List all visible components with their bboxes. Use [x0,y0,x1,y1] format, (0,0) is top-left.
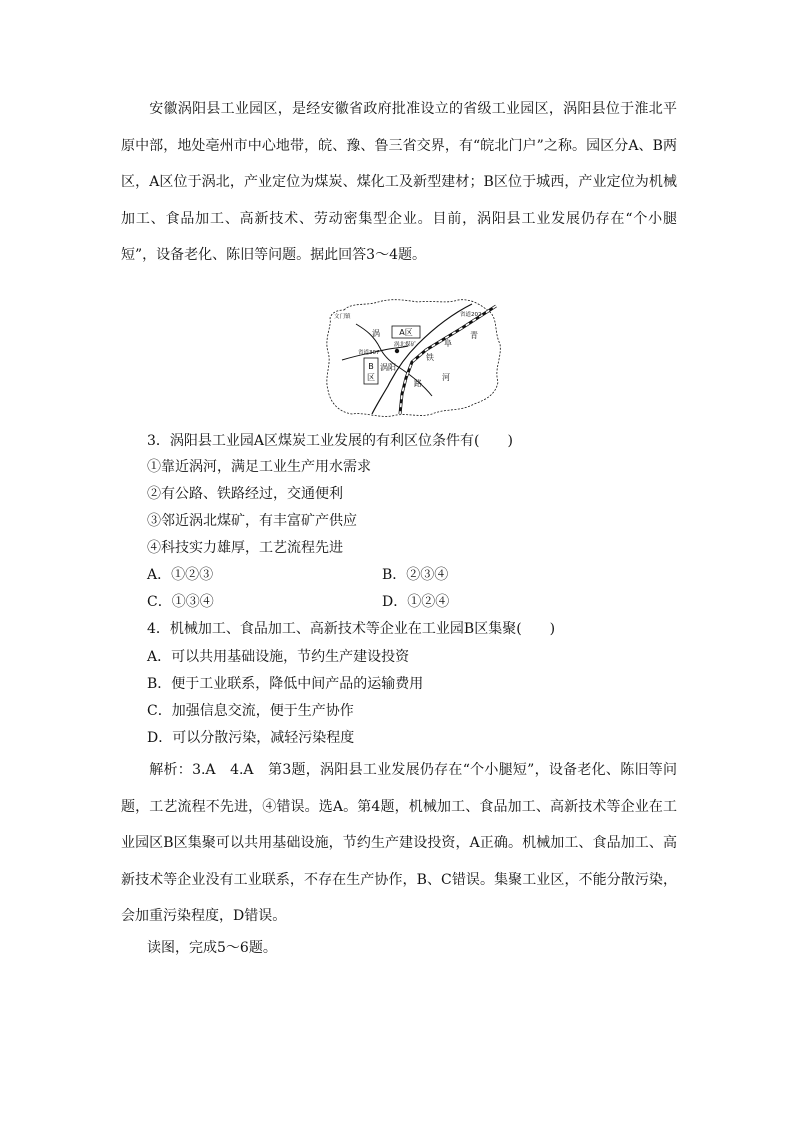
q4-option-b: B．便于工业联系，降低中间产品的运输费用 [147,676,424,692]
map-label-he: 河 [442,373,450,382]
map-label-qing: 青 [470,331,478,340]
analysis-text: 解析：3.A 4.A 第3题，涡阳县工业发展仍存在“个小腿短”，设备老化、陈旧等问题，工艺流程不先进，④错误。选A。第4题，机械加工、食品加工、高新技术等企业在工业园区B区集聚可以共用基础设施，节约生产建设投资，A正确。机械加工、食品加工、高新技术等企业没有工业联系，不存在生产协作，B、C错误。集聚工业区，不能分散污染，会加重污染程度，D错误。 [121,762,677,924]
q4-option-a: A．可以共用基础设施，节约生产建设投资 [147,649,410,665]
q3-option-b: B．②③④ [382,567,449,583]
q3-statement-3: ③邻近涡北煤矿，有丰富矿产供应 [147,513,357,529]
next-instruction: 读图，完成5～6题。 [147,940,277,956]
q3-statement-4: ④科技实力雄厚，工艺流程先进 [147,540,343,556]
location-map [322,296,502,418]
map-label-road202: 省道202 [460,312,482,318]
intro-text: 安徽涡阳县工业园区，是经安徽省政府批准设立的省级工业园区，涡阳县位于淮北平原中部，地处亳州市中心地带，皖、豫、鲁三省交界，有“皖北门户”之称。园区分A、B两区，A区位于涡北，产业定位为煤炭、煤化工及新型建材；B区位于城西，产业定位为机械加工、食品加工、高新技术、劳动密集型企业。目前，涡阳县工业发展仍存在“个小腿短”，设备老化、陈旧等问题。据此回答3～4题。 [121,101,677,263]
q4-stem: 4．机械加工、食品加工、高新技术等企业在工业园B区集聚( ) [147,621,556,637]
q4-option-c: C．加强信息交流，便于生产协作 [147,703,354,719]
map-label-tie: 铁 [426,353,434,362]
map-label-wo: 涡 [372,329,380,338]
q3-option-a: A．①②③ [147,567,214,583]
mine-marker [395,349,399,353]
intro-paragraph [121,91,677,274]
q3-option-c: C．①③④ [147,594,214,610]
map-label-road307: 省道307 [358,350,380,356]
zone-b-label: B [368,362,374,371]
zone-a-label: A区 [399,328,413,337]
zone-b-label-2: 区 [367,373,375,382]
q3-option-d: D．①②④ [382,594,450,610]
q4-option-d: D．可以分散污染，减轻污染程度 [147,730,355,746]
map-label-wenmen: 文门镇 [334,314,351,320]
q3-statement-2: ②有公路、铁路经过，交通便利 [147,486,343,502]
q3-stem: 3．涡阳县工业园A区煤炭工业发展的有利区位条件有( ) [147,433,513,449]
map-svg [322,296,502,418]
map-label-fu: 阜 [444,339,452,348]
q3-statement-1: ①靠近涡河，满足工业生产用水需求 [147,459,371,475]
map-label-guoyang: 涡阳 [380,363,396,372]
map-label-mine: 涡北煤矿 [394,342,417,348]
map-label-lu: 路 [414,379,422,388]
analysis-paragraph [121,752,677,935]
road-202 [372,304,472,414]
